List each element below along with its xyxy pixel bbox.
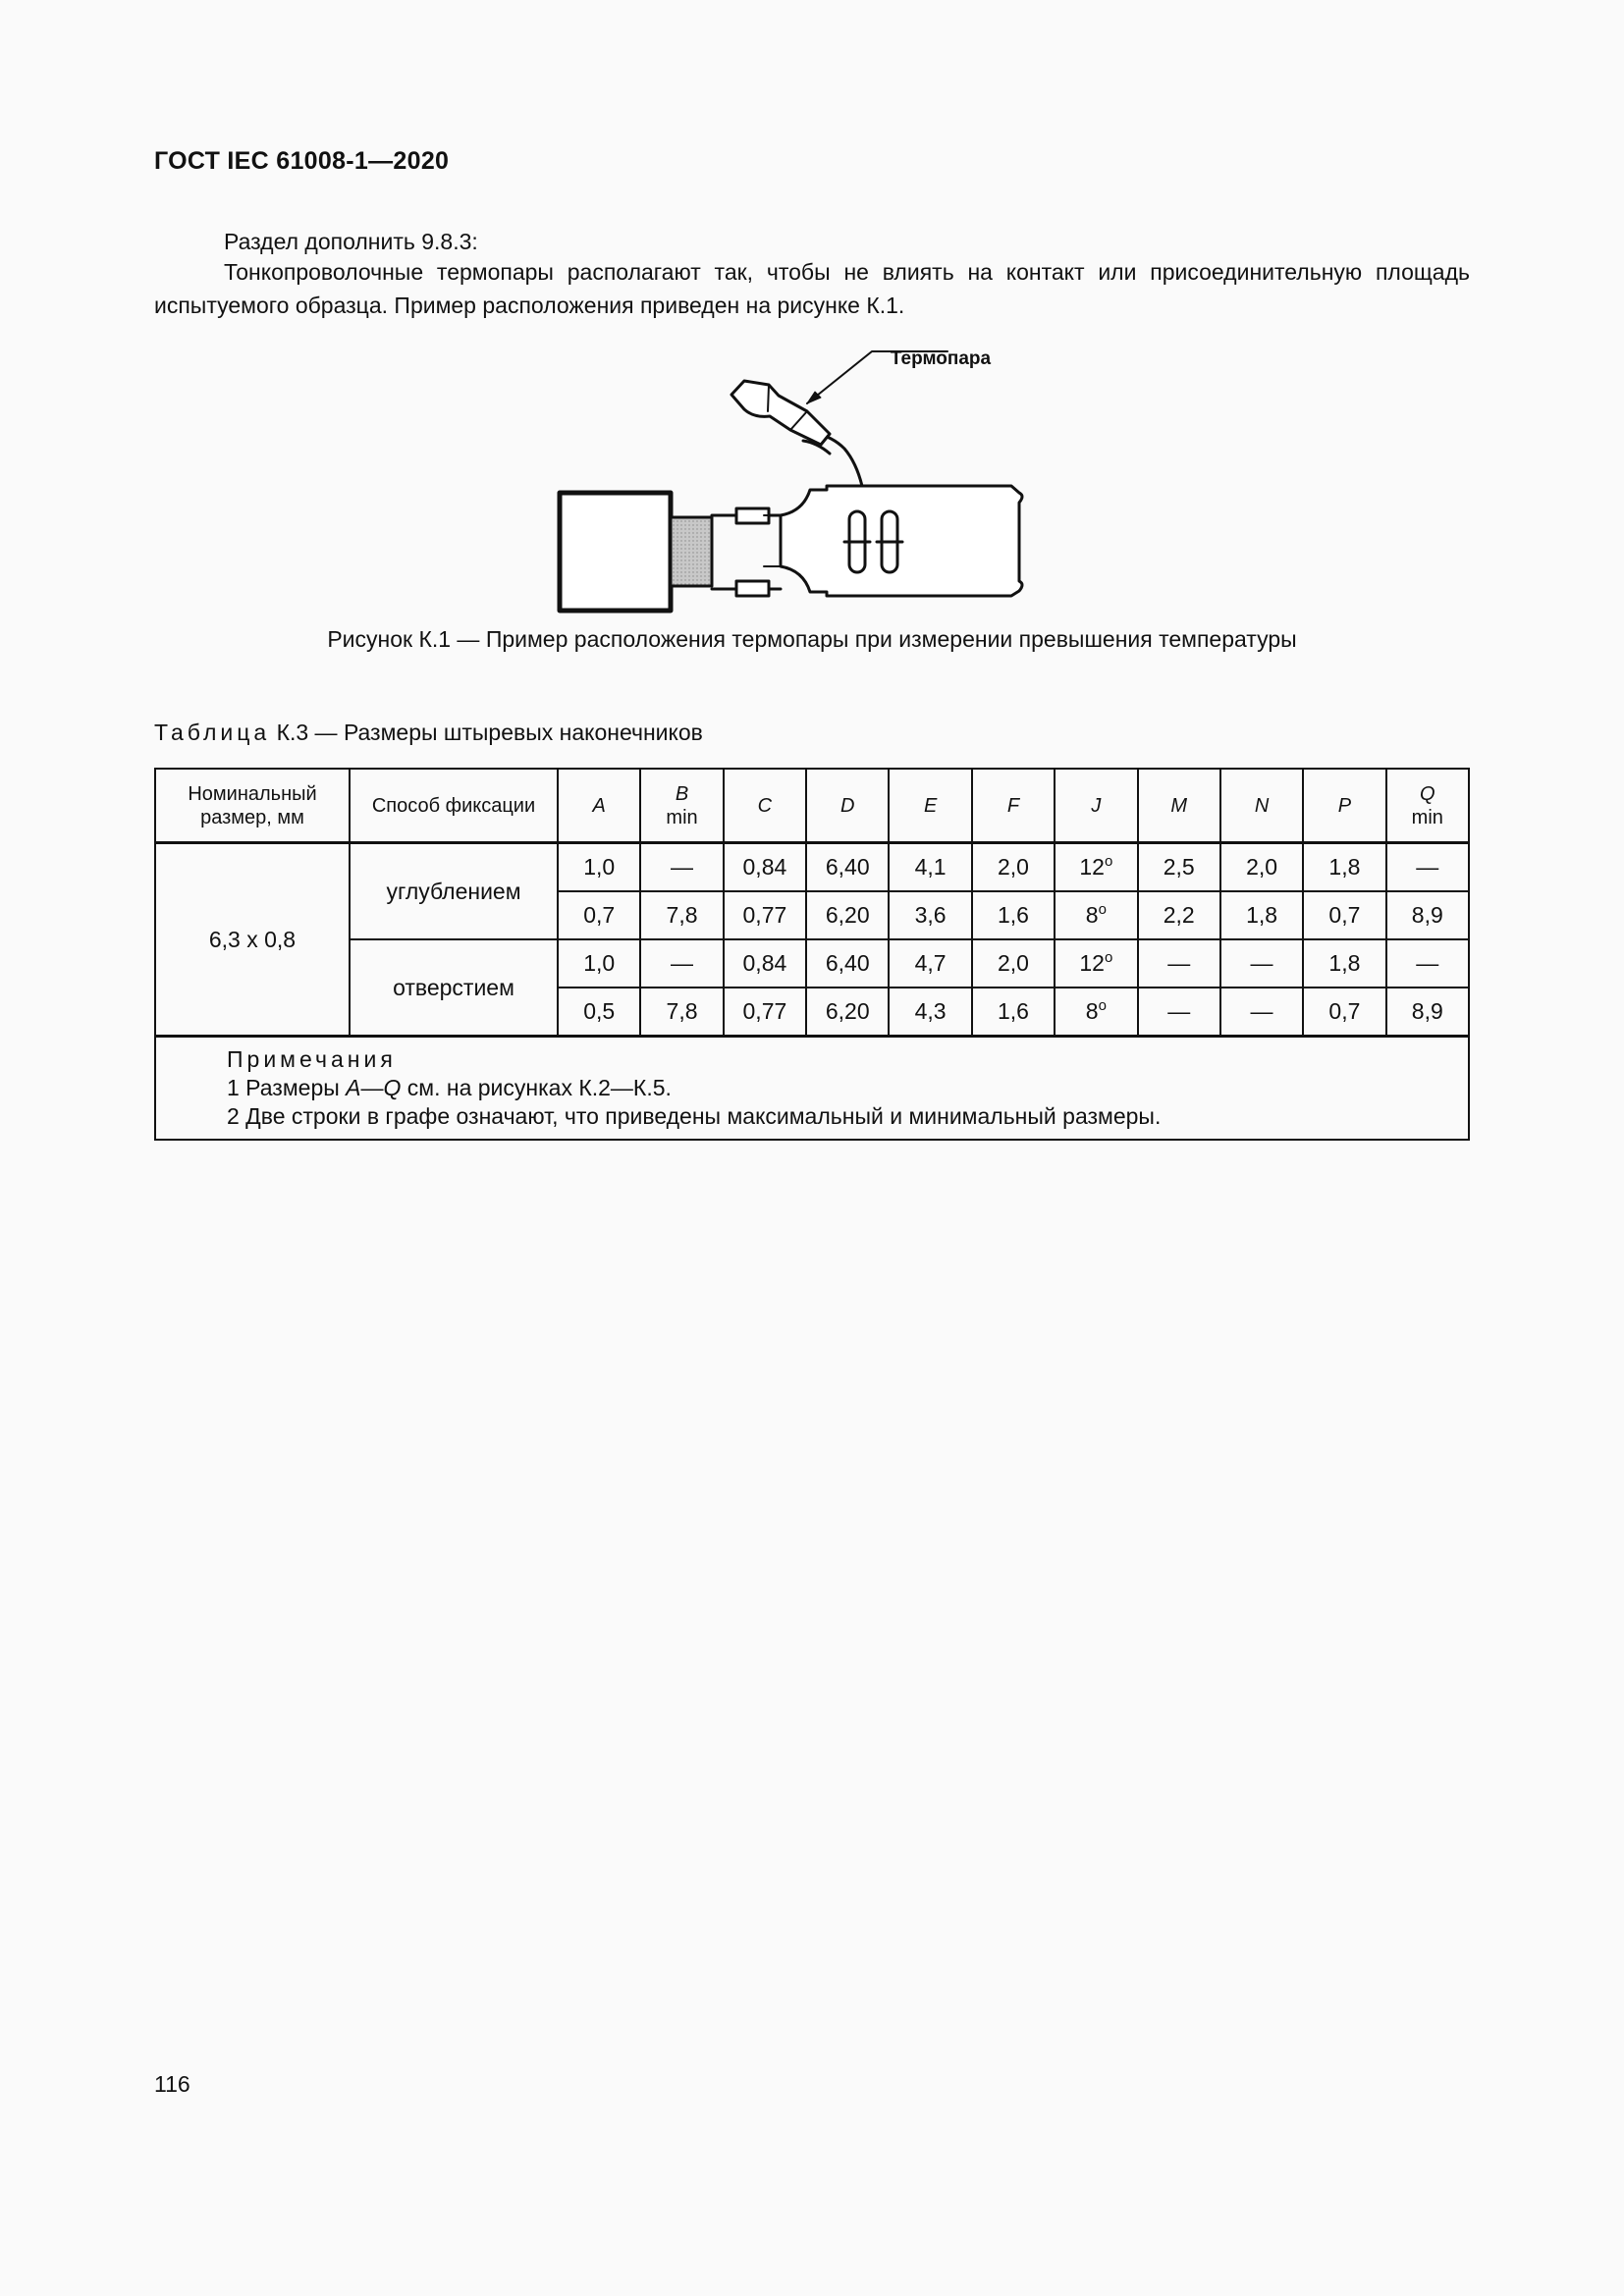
note-1-prefix: 1 Размеры xyxy=(227,1075,347,1100)
cell-j xyxy=(1055,843,1137,892)
cell-f: 1,6 xyxy=(972,891,1055,939)
cell-c: 0,77 xyxy=(724,988,806,1037)
cell-m: 2,2 xyxy=(1138,891,1220,939)
thermocouple-figure xyxy=(550,339,1080,618)
insulation-sleeve xyxy=(671,517,712,586)
table-title xyxy=(154,720,703,746)
header-d: D xyxy=(806,769,889,843)
table-header-row xyxy=(155,769,1469,843)
notes-title: Примечания xyxy=(227,1046,397,1072)
note-1-dash: — xyxy=(360,1075,384,1100)
cell-a: 0,5 xyxy=(558,988,640,1037)
note-1 xyxy=(227,1074,1468,1102)
cell-p: 0,7 xyxy=(1303,988,1385,1037)
header-b-sub: min xyxy=(666,806,698,828)
header-j: J xyxy=(1055,769,1137,843)
degree-sup: о xyxy=(1104,949,1113,966)
cell-m: — xyxy=(1138,939,1220,988)
cell-e: 4,7 xyxy=(889,939,971,988)
note-1-q: Q xyxy=(383,1075,402,1100)
table-title-prefix: Таблица xyxy=(154,720,271,745)
degree-sup: о xyxy=(1104,853,1113,870)
cell-j-value: 12 xyxy=(1079,854,1105,880)
intro-paragraph-1: Раздел дополнить 9.8.3: xyxy=(224,229,478,254)
cell-b: 7,8 xyxy=(640,891,723,939)
cell-d: 6,20 xyxy=(806,988,889,1037)
cell-j xyxy=(1055,891,1137,939)
cell-j-value: 8 xyxy=(1085,902,1099,928)
cell-a: 1,0 xyxy=(558,843,640,892)
header-e: E xyxy=(889,769,971,843)
cell-e: 3,6 xyxy=(889,891,971,939)
method-cell: отверстием xyxy=(350,939,558,1037)
cell-b: 7,8 xyxy=(640,988,723,1037)
cell-b: — xyxy=(640,843,723,892)
header-q xyxy=(1386,769,1469,843)
table-row xyxy=(155,843,1469,892)
cell-d: 6,40 xyxy=(806,939,889,988)
figure-caption: Рисунок К.1 — Пример расположения термопары при измерении превышения температуры xyxy=(327,626,1297,652)
cell-c: 0,84 xyxy=(724,843,806,892)
degree-sup: о xyxy=(1098,901,1107,918)
cell-n: — xyxy=(1220,939,1303,988)
cell-q: 8,9 xyxy=(1386,988,1469,1037)
page-number: 116 xyxy=(154,2071,190,2097)
cell-f: 2,0 xyxy=(972,843,1055,892)
document-header: ГОСТ IEC 61008-1—2020 xyxy=(154,147,450,175)
cell-b: — xyxy=(640,939,723,988)
header-q-sub: min xyxy=(1411,806,1443,828)
note-2: 2 Две строки в графе означают, что приведены максимальный и минимальный размеры. xyxy=(227,1103,1162,1129)
cell-p: 0,7 xyxy=(1303,891,1385,939)
header-f: F xyxy=(972,769,1055,843)
cell-a: 1,0 xyxy=(558,939,640,988)
header-b-letter: B xyxy=(675,782,689,805)
cell-n: 1,8 xyxy=(1220,891,1303,939)
cell-d: 6,40 xyxy=(806,843,889,892)
cell-e: 4,3 xyxy=(889,988,971,1037)
header-p: P xyxy=(1303,769,1385,843)
cell-e: 4,1 xyxy=(889,843,971,892)
cell-f: 2,0 xyxy=(972,939,1055,988)
header-c: C xyxy=(724,769,806,843)
table-title-text: К.3 — Размеры штыревых наконечников xyxy=(276,720,703,745)
cell-f: 1,6 xyxy=(972,988,1055,1037)
cell-j xyxy=(1055,988,1137,1037)
cell-a: 0,7 xyxy=(558,891,640,939)
cell-p: 1,8 xyxy=(1303,843,1385,892)
cell-q: — xyxy=(1386,939,1469,988)
cell-q: — xyxy=(1386,843,1469,892)
header-n: N xyxy=(1220,769,1303,843)
note-1-suffix: см. на рисунках К.2—К.5. xyxy=(401,1075,672,1100)
cell-p: 1,8 xyxy=(1303,939,1385,988)
header-a: A xyxy=(558,769,640,843)
table-row xyxy=(155,939,1469,988)
intro-paragraph-2 xyxy=(154,255,1470,322)
table-notes-row xyxy=(155,1037,1469,1141)
cell-m: — xyxy=(1138,988,1220,1037)
cell-n: — xyxy=(1220,988,1303,1037)
note-1-a: A xyxy=(346,1075,361,1100)
housing-block xyxy=(560,493,671,611)
cell-m: 2,5 xyxy=(1138,843,1220,892)
cell-d: 6,20 xyxy=(806,891,889,939)
header-m: M xyxy=(1138,769,1220,843)
cell-c: 0,77 xyxy=(724,891,806,939)
degree-sup: о xyxy=(1098,997,1107,1014)
header-b xyxy=(640,769,723,843)
thermocouple-sensor xyxy=(731,381,830,445)
cell-j xyxy=(1055,939,1137,988)
cell-q: 8,9 xyxy=(1386,891,1469,939)
method-cell: углублением xyxy=(350,843,558,940)
header-size: Номинальный размер, мм xyxy=(155,769,350,843)
header-q-letter: Q xyxy=(1420,782,1435,805)
dimensions-table xyxy=(154,768,1470,1141)
cell-c: 0,84 xyxy=(724,939,806,988)
intro-paragraph-2-text: Тонкопроволочные термопары располагают так, чтобы не влиять на контакт или присоединительную площадь испытуемого образца. Пример расположения приведен на рисунке К.1. xyxy=(154,259,1470,318)
header-method: Способ фиксации xyxy=(350,769,558,843)
size-cell: 6,3 x 0,8 xyxy=(155,843,350,1037)
thermocouple-label: Термопара xyxy=(890,348,992,369)
table-notes xyxy=(155,1037,1469,1141)
cell-j-value: 8 xyxy=(1085,998,1099,1024)
cell-j-value: 12 xyxy=(1079,950,1105,976)
cell-n: 2,0 xyxy=(1220,843,1303,892)
